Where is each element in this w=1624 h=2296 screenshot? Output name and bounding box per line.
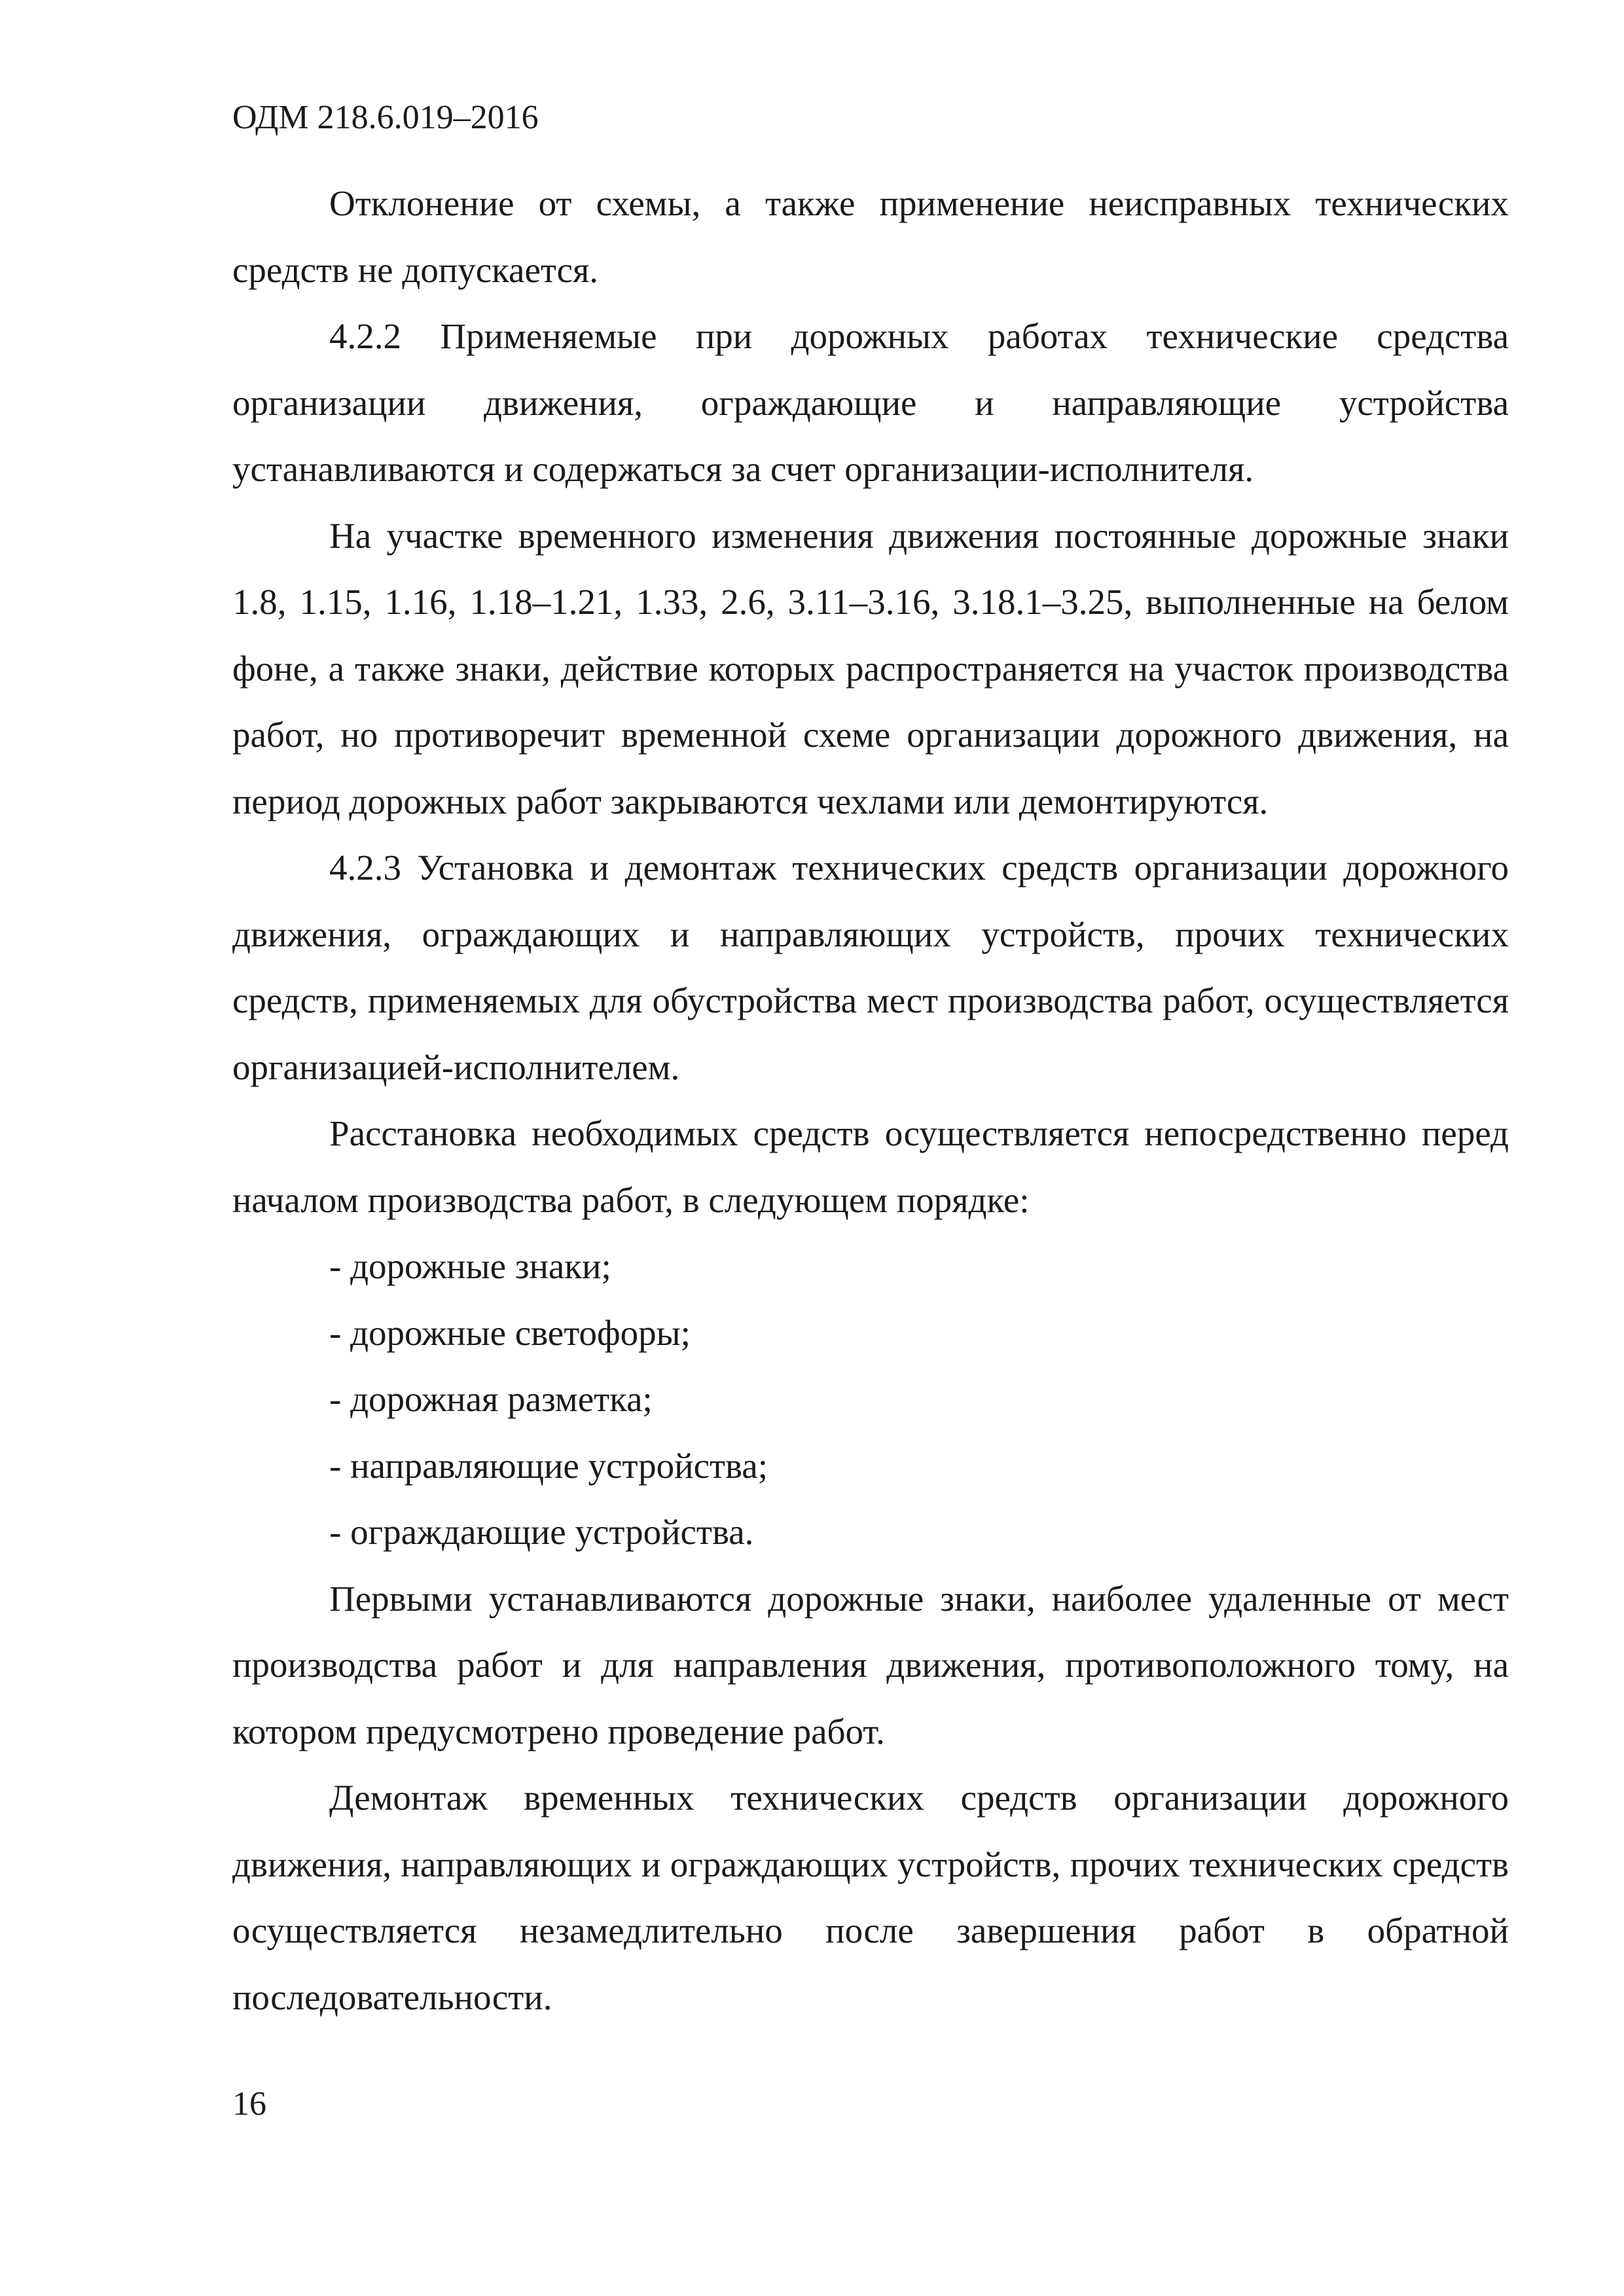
paragraph-first-installed: Первыми устанавливаются дорожные знаки, наиболее удаленные от мест производства работ и для направления движения, противоположного тому, на котором предусмотрено проведение работ. [232, 1578, 1509, 1751]
paragraph-permanent-signs: На участке временного изменения движения постоянные дорожные знаки 1.8, 1.15, 1.16, 1.18–1.21, 1.33, 2.6, 3.11–3.16, 3.18.1–3.25, выполненные на белом фоне, а также знаки, действие которых распространяется на участок производства работ, но противоречит временной схеме организации дорожного движения, на период дорожных работ закрываются чехлами или демонтируются. [232, 515, 1509, 821]
placement-order-list [232, 1233, 1509, 1566]
document-code-header: ОДМ 218.6.019–2016 [232, 99, 539, 136]
page-number: 16 [232, 2085, 266, 2123]
list-item: - ограждающие устройства. [329, 1512, 754, 1552]
body-text [232, 170, 1509, 2030]
list-item: - дорожная разметка; [329, 1379, 653, 1419]
paragraph-deviation: Отклонение от схемы, а также применение неисправных технических средств не допускается. [232, 183, 1509, 290]
list-item: - дорожные знаки; [329, 1246, 611, 1286]
list-item: - направляющие устройства; [329, 1445, 768, 1486]
paragraph-4-2-2: 4.2.2 Применяемые при дорожных работах технические средства организации движения, ограждающие и направляющие устройства устанавливаются и содержаться за счет организации-исполнителя. [232, 316, 1509, 489]
paragraph-4-2-3: 4.2.3 Установка и демонтаж технических средств организации дорожного движения, ограждающих и направляющих устройств, прочих технических средств, применяемых для обустройства мест производства работ, осуществляется организацией-исполнителем. [232, 848, 1509, 1087]
paragraph-dismantling: Демонтаж временных технических средств организации дорожного движения, направляющих и ограждающих устройств, прочих технических средств осуществляется незамедлительно после завершения работ в обратной последовательности. [232, 1778, 1509, 2017]
paragraph-placement-order: Расстановка необходимых средств осуществляется непосредственно перед началом производства работ, в следующем порядке: [232, 1113, 1509, 1220]
list-item: - дорожные светофоры; [329, 1312, 691, 1353]
